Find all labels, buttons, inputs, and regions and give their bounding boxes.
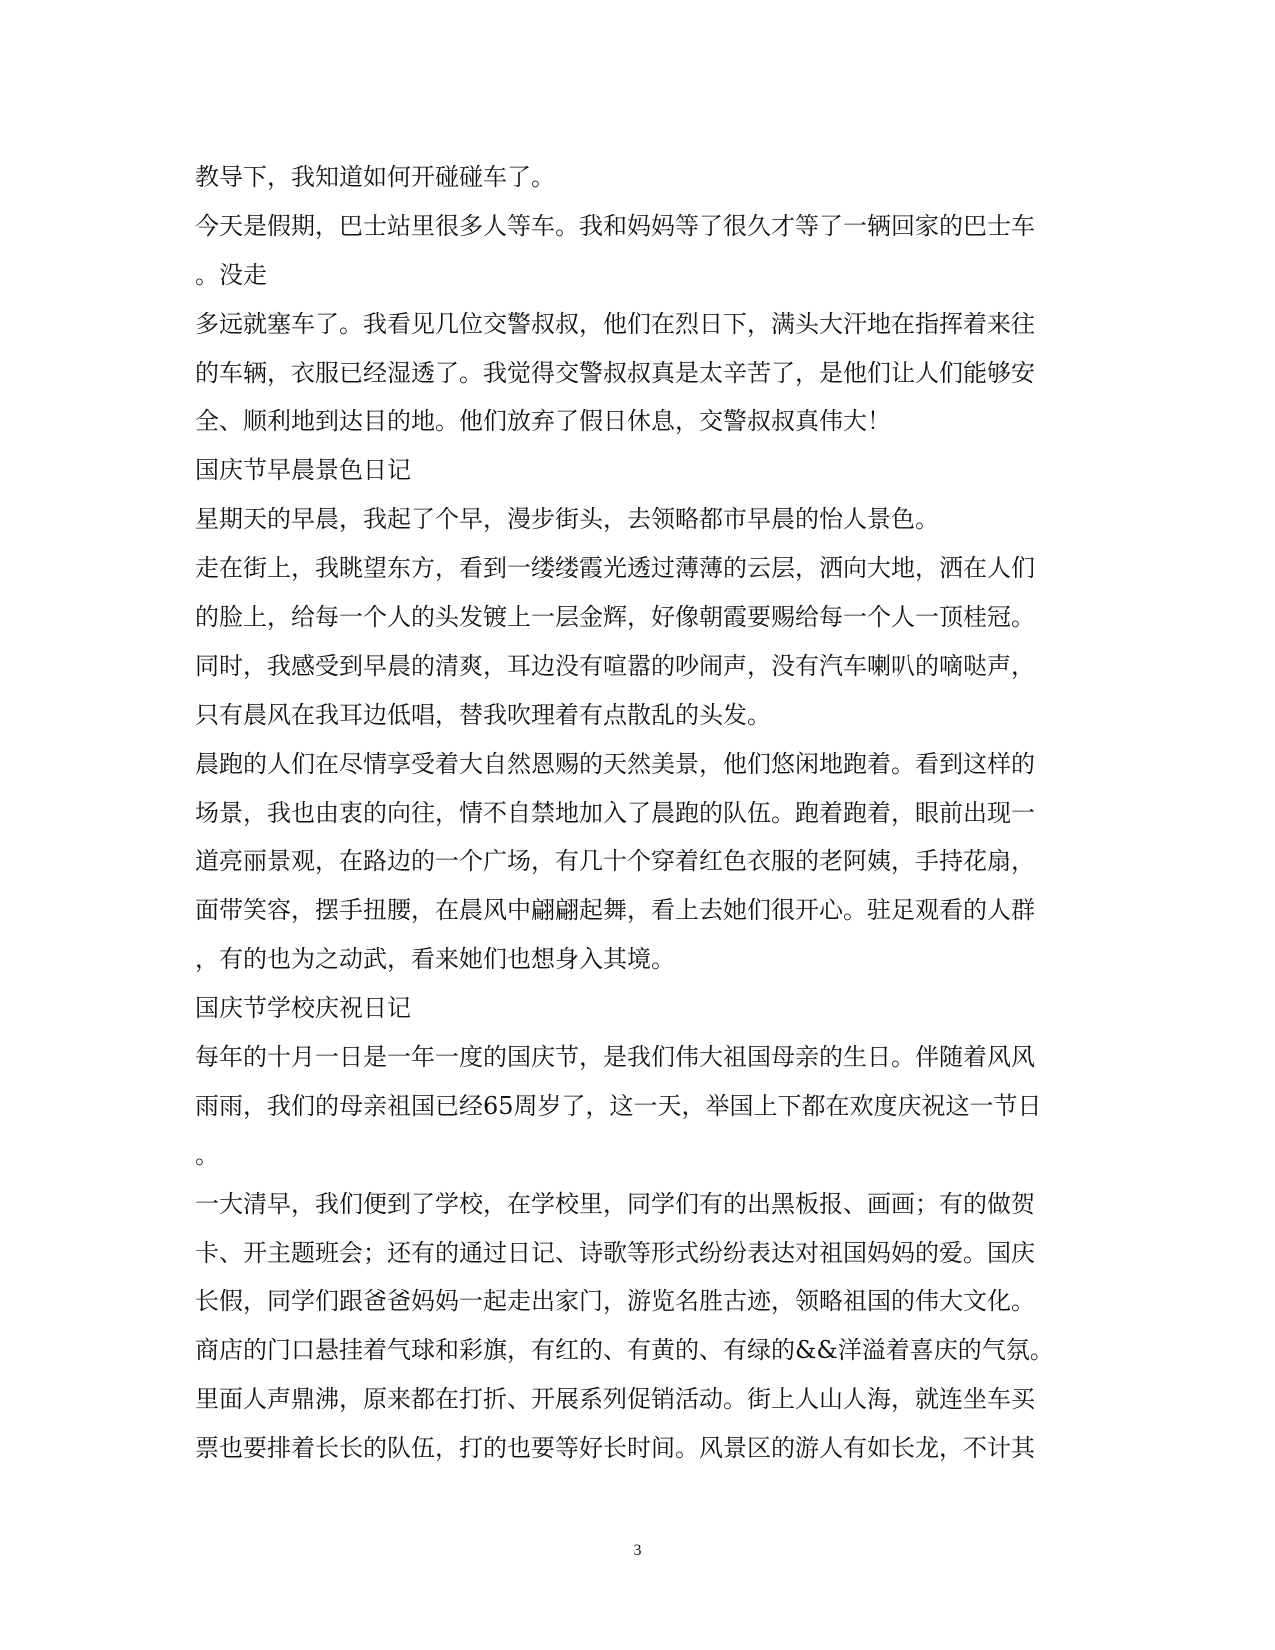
text-line: 走在街上，我眺望东方，看到一缕缕霞光透过薄薄的云层，洒向大地，洒在人们	[195, 554, 1035, 583]
text-line: 每年的十月一日是一年一度的国庆节，是我们伟大祖国母亲的生日。伴随着风风	[195, 1043, 1035, 1072]
text-line: 商店的门口悬挂着气球和彩旗，有红的、有黄的、有绿的&&洋溢着喜庆的气氛。	[195, 1336, 1054, 1365]
page-number: 3	[633, 1542, 642, 1559]
text-line: 卡、开主题班会；还有的通过日记、诗歌等形式纷纷表达对祖国妈妈的爱。国庆	[195, 1238, 1035, 1267]
text-line: 票也要排着长长的队伍，打的也要等好长时间。风景区的游人有如长龙，不计其	[195, 1434, 1035, 1463]
text-line: 今天是假期，巴士站里很多人等车。我和妈妈等了很久才等了一辆回家的巴士车	[195, 211, 1035, 240]
text-line: 道亮丽景观，在路边的一个广场，有几十个穿着红色衣服的老阿姨，手持花扇，	[195, 847, 1035, 876]
text-line: 星期天的早晨，我起了个早，漫步街头，去领略都市早晨的怡人景色。	[195, 505, 939, 534]
text-line: 教导下，我知道如何开碰碰车了。	[195, 163, 555, 191]
text-line: 一大清早，我们便到了学校，在学校里，同学们有的出黑板报、画画；有的做贺	[195, 1189, 1035, 1218]
text-line: 面带笑容，摆手扭腰，在晨风中翩翩起舞，看上去她们很开心。驻足观看的人群	[195, 896, 1035, 925]
text-line: 同时，我感受到早晨的清爽，耳边没有喧嚣的吵闹声，没有汽车喇叭的嘀哒声，	[195, 651, 1035, 680]
text-line: 全、顺利地到达目的地。他们放弃了假日休息，交警叔叔真伟大！	[195, 407, 891, 436]
text-line: 雨雨，我们的母亲祖国已经65周岁了，这一天，举国上下都在欢度庆祝这一节日	[195, 1091, 1042, 1120]
text-line: 长假，同学们跟爸爸妈妈一起走出家门，游览名胜古迹，领略祖国的伟大文化。	[195, 1287, 1035, 1316]
text-line: 里面人声鼎沸，原来都在打折、开展系列促销活动。街上人山人海，就连坐车买	[195, 1385, 1035, 1414]
text-line: 场景，我也由衷的向往，情不自禁地加入了晨跑的队伍。跑着跑着，眼前出现一	[195, 798, 1035, 827]
text-line: 多远就塞车了。我看见几位交警叔叔，他们在烈日下，满头大汗地在指挥着来往	[195, 309, 1035, 338]
text-line: 的车辆，衣服已经湿透了。我觉得交警叔叔真是太辛苦了，是他们让人们能够安	[195, 358, 1035, 387]
section-heading: 国庆节早晨景色日记	[195, 456, 411, 485]
text-line: 只有晨风在我耳边低唱，替我吹理着有点散乱的头发。	[195, 700, 771, 729]
section-heading: 国庆节学校庆祝日记	[195, 994, 411, 1023]
text-line: 晨跑的人们在尽情享受着大自然恩赐的天然美景，他们悠闲地跑着。看到这样的	[195, 749, 1035, 778]
text-line: 的脸上，给每一个人的头发镀上一层金辉，好像朝霞要赐给每一个人一顶桂冠。	[195, 603, 1035, 632]
text-line: 。没走	[195, 260, 267, 289]
text-line: ，有的也为之动武，看来她们也想身入其境。	[195, 945, 675, 974]
document-body	[195, 153, 1075, 1473]
text-line: 。	[195, 1140, 219, 1169]
